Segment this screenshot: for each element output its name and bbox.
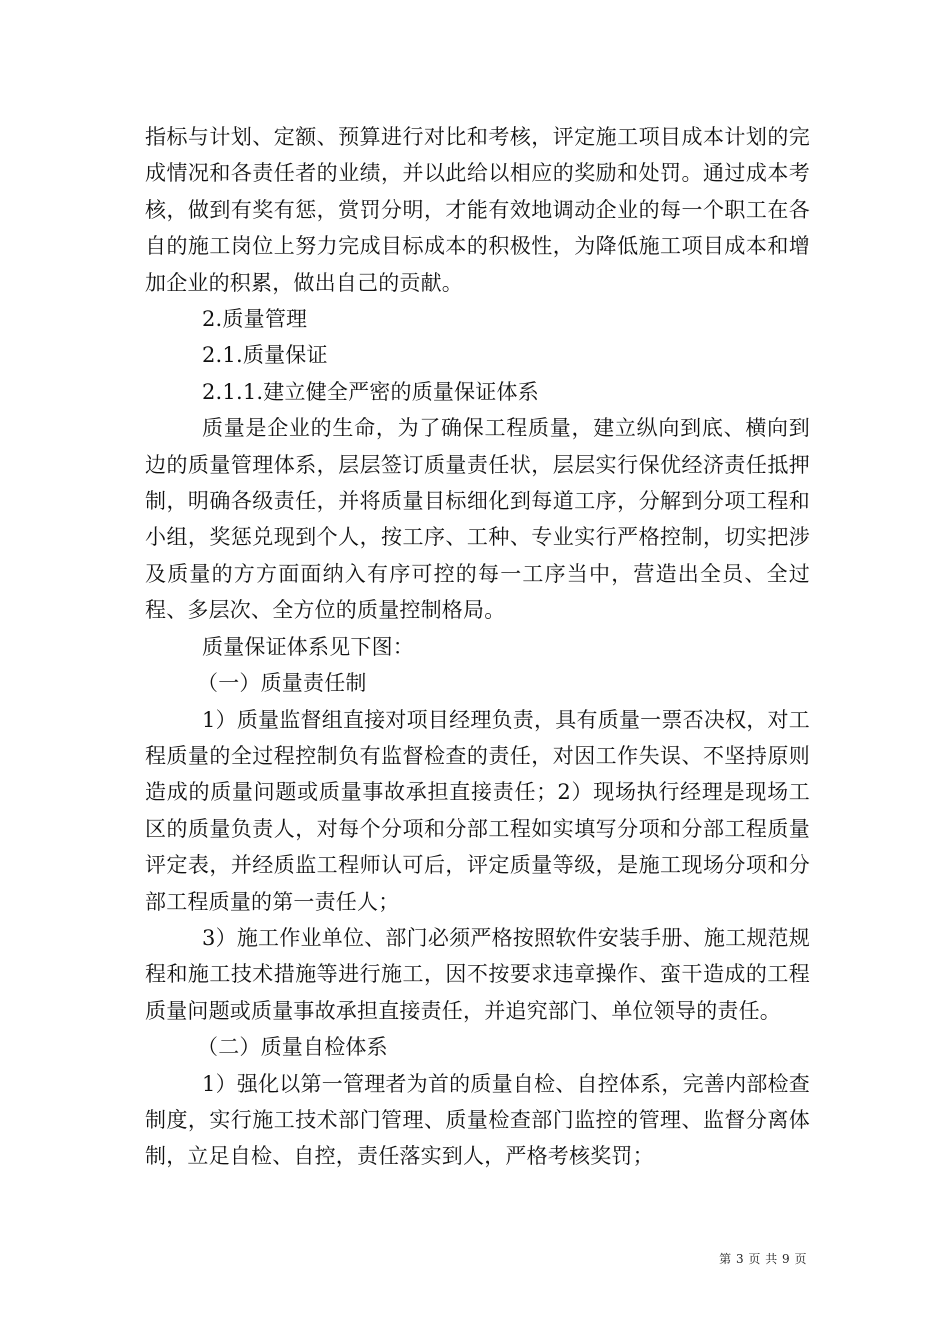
- document-body: [145, 119, 810, 1175]
- heading-quality-assurance: 2.1.质量保证: [202, 343, 328, 368]
- heading-quality-responsibility: （一）质量责任制: [197, 671, 367, 696]
- paragraph-quality-system: 质量是企业的生命，为了确保工程质量，建立纵向到底、横向到边的质量管理体系，层层签订质量责任状，层层实行保优经济责任抵押制，明确各级责任，并将质量目标细化到每道工序，分解到分项工程和小组，奖惩兑现到个人，按工序、工种、专业实行严格控制，切实把涉及质量的方方面面纳入有序可控的每一工序当中，营造出全员、全过程、多层次、全方位的质量控制格局。: [145, 416, 810, 623]
- paragraph-self-inspection-1: 1）强化以第一管理者为首的质量自检、自控体系，完善内部检查制度，实行施工技术部门管理、质量检查部门监控的管理、监督分离体制，立足自检、自控，责任落实到人，严格考核奖罚；: [145, 1071, 810, 1169]
- paragraph-cost-assessment: 指标与计划、定额、预算进行对比和考核，评定施工项目成本计划的完成情况和各责任者的业绩，并以此给以相应的奖励和处罚。通过成本考核，做到有奖有惩，赏罚分明，才能有效地调动企业的每一个职工在各自的施工岗位上努力完成目标成本的积极性，为降低施工项目成本和增加企业的积累，做出自己的贡献。: [145, 125, 810, 295]
- paragraph-see-figure: 质量保证体系见下图：: [202, 634, 414, 659]
- page-number: 第 3 页 共 9 页: [719, 1252, 807, 1266]
- paragraph-responsibility-1-2: 1）质量监督组直接对项目经理负责，具有质量一票否决权，对工程质量的全过程控制负有监督检查的责任，对因工作失误、不坚持原则造成的质量问题或质量事故承担直接责任；2）现场执行经理是现场工区的质量负责人，对每个分项和分部工程如实填写分项和分部工程质量评定表，并经质监工程师认可后，评定质量等级，是施工现场分项和分部工程质量的第一责任人；: [145, 707, 810, 914]
- heading-quality-management: 2.质量管理: [202, 307, 308, 332]
- heading-self-inspection: （二）质量自检体系: [197, 1035, 388, 1060]
- heading-quality-assurance-system: 2.1.1.建立健全严密的质量保证体系: [202, 379, 539, 404]
- paragraph-responsibility-3: 3）施工作业单位、部门必须严格按照软件安装手册、施工规范规程和施工技术措施等进行施工，因不按要求违章操作、蛮干造成的工程质量问题或质量事故承担直接责任，并追究部门、单位领导的责任。: [145, 925, 810, 1023]
